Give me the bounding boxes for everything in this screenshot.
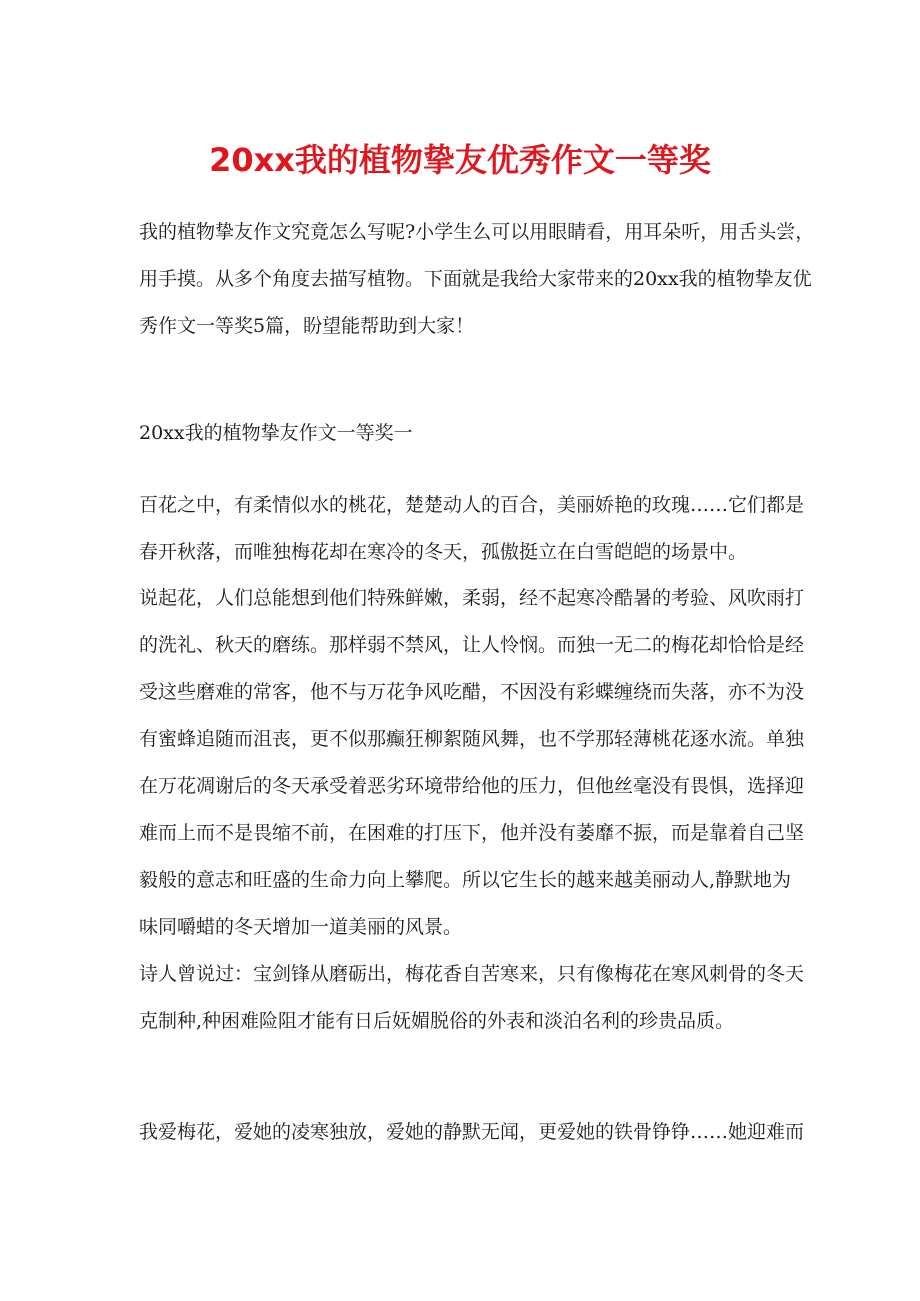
paragraph-line: 春开秋落，而唯独梅花却在寒冷的冬天，孤傲挺立在白雪皑皑的场景中。: [139, 541, 748, 563]
paragraph-line: 我爱梅花，爱她的凌寒独放，爱她的静默无闻，更爱她的铁骨铮铮……她迎难而: [139, 1121, 805, 1143]
section-heading: [139, 410, 789, 457]
document-title: 20xx我的植物挚友优秀作文一等奖: [209, 141, 711, 179]
paragraph-line: 味同嚼蜡的冬天增加一道美丽的风景。: [139, 916, 463, 938]
paragraph-line: 在万花凋谢后的冬天承受着恶劣环境带给他的压力，但他丝毫没有畏惧，选择迎: [139, 775, 805, 797]
body-paragraph-3: [139, 951, 805, 1045]
body-paragraph-4: [139, 1109, 805, 1156]
paragraph-line: 难而上而不是畏缩不前，在困难的打压下，他并没有萎靡不振，而是靠着自己坚: [139, 822, 805, 844]
paragraph-line: 的洗礼、秋天的磨练。那样弱不禁风，让人怜悯。而独一无二的梅花却恰恰是经: [139, 634, 805, 656]
paragraph-line: 有蜜蜂追随而沮丧，更不似那癫狂柳絮随风舞，也不学那轻薄桃花逐水流。单独: [139, 728, 805, 750]
paragraph-line: 受这些磨难的常客，他不与万花争风吃醋，不因没有彩蝶缠绕而失落，亦不为没: [139, 681, 805, 703]
intro-line: 用手摸。从多个角度去描写植物。下面就是我给大家带来的20xx我的植物挚友优: [139, 268, 812, 290]
body-paragraph-1: [139, 482, 805, 576]
intro-line: 秀作文一等奖5篇，盼望能帮助到大家！: [139, 315, 475, 337]
section-heading-text: 20xx我的植物挚友作文一等奖一: [139, 422, 413, 444]
paragraph-line: 克制种,种困难险阻才能有日后妩媚脱俗的外表和淡泊名利的珍贵品质。: [139, 1010, 735, 1032]
paragraph-line: 百花之中，有柔情似水的桃花，楚楚动人的百合，美丽娇艳的玫瑰……它们都是: [139, 494, 805, 516]
paragraph-line: 说起花，人们总能想到他们特殊鲜嫩，柔弱，经不起寒冷酷暑的考验、风吹雨打: [139, 587, 805, 609]
body-paragraph-2: [139, 575, 805, 951]
intro-paragraph: [139, 209, 815, 350]
paragraph-line: 毅般的意志和旺盛的生命力向上攀爬。所以它生长的越来越美丽动人,静默地为: [139, 869, 792, 891]
intro-line: 我的植物挚友作文究竟怎么写呢?小学生么可以用眼睛看，用耳朵听，用舌头尝，: [139, 221, 815, 243]
paragraph-line: 诗人曾说过：宝剑锋从磨砺出，梅花香自苦寒来，只有像梅花在寒风刺骨的冬天: [139, 963, 805, 985]
